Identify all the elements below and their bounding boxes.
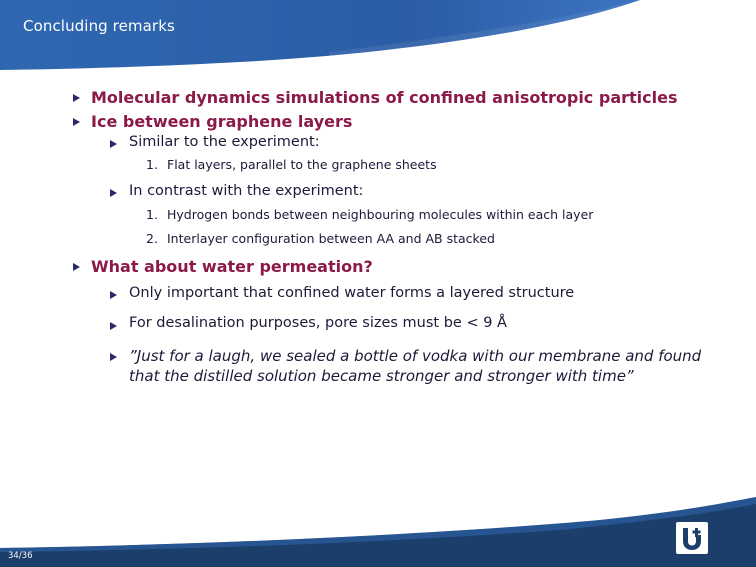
bullet-marker [110,322,117,330]
enum-interlayer: Interlayer configuration between AA and AB stacked [167,231,495,246]
item-md-simulations: Molecular dynamics simulations of confined anisotropic particles [91,88,678,107]
subitem-layered-structure: Only important that confined water forms a layered structure [129,285,575,301]
subitem-similar: Similar to the experiment: [129,134,320,150]
bullet-marker [110,353,117,361]
item-water-permeation: What about water permeation? [91,257,373,276]
bullet-marker [73,263,80,271]
enum-hydrogen-bonds: Hydrogen bonds between neighbouring molecules within each layer [167,207,594,222]
page-number: 34/36 [8,551,33,561]
item-ice-graphene: Ice between graphene layers [91,112,353,131]
bullet-marker [110,189,117,197]
enum-number: 1. [146,157,158,172]
bullet-marker [110,140,117,148]
slide-title: Concluding remarks [23,17,175,35]
subitem-contrast: In contrast with the experiment: [129,183,364,199]
bullet-marker [73,94,80,102]
enum-number: 1. [146,207,158,222]
bullet-marker [73,118,80,126]
bullet-marker [110,291,117,299]
subitem-desalination: For desalination purposes, pore sizes must be < 9 Å [129,315,507,331]
subitem-vodka-quote: ”Just for a laugh, we sealed a bottle of vodka with our membrane and found that the distilled solution became stronger and stronger with time” [129,347,702,385]
enum-flat-layers: Flat layers, parallel to the graphene sheets [167,157,437,172]
enum-number: 2. [146,231,158,246]
